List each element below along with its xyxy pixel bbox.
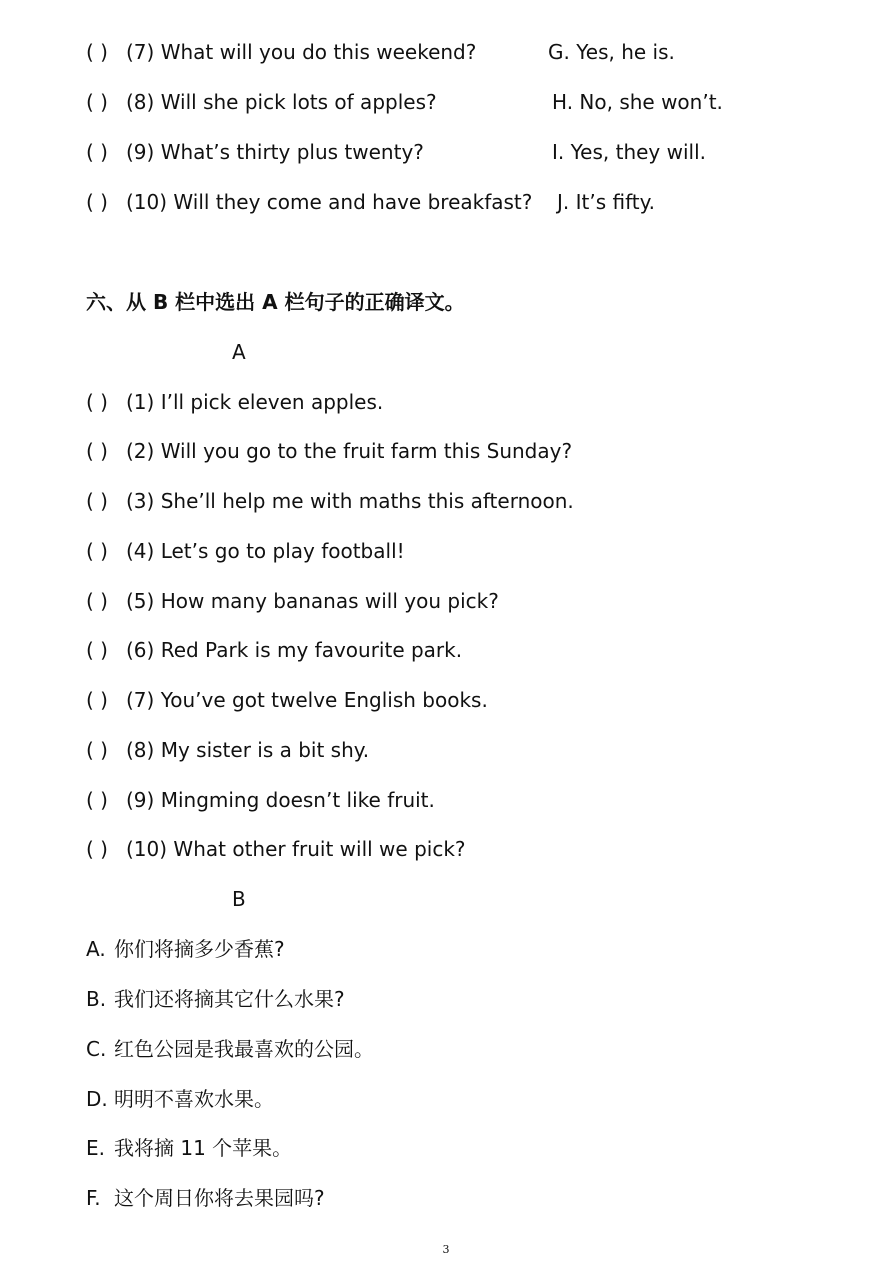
question-row bbox=[86, 138, 424, 166]
option-letter: F. bbox=[86, 1186, 101, 1210]
option-text: 我们还将摘其它什么水果? bbox=[114, 987, 345, 1011]
list-item bbox=[86, 1184, 325, 1212]
option-text: 我将摘 11 个苹果。 bbox=[114, 1136, 293, 1160]
option-text: 这个周日你将去果园吗? bbox=[114, 1186, 325, 1210]
item-number: (10) bbox=[126, 837, 168, 861]
question-number: (8) bbox=[126, 90, 155, 114]
answer-blank[interactable]: ( ) bbox=[86, 190, 108, 214]
item-number: (2) bbox=[126, 439, 155, 463]
item-text: You’ve got twelve English books. bbox=[160, 688, 488, 712]
list-item bbox=[86, 686, 488, 714]
column-a-label: A bbox=[232, 340, 246, 364]
question-number: (9) bbox=[126, 140, 155, 164]
item-number: (1) bbox=[126, 390, 155, 414]
answer-blank[interactable]: ( ) bbox=[86, 638, 108, 662]
item-text: She’ll help me with maths this afternoon. bbox=[160, 489, 574, 513]
list-item bbox=[86, 587, 499, 615]
answer-blank[interactable]: ( ) bbox=[86, 837, 108, 861]
section-heading: 六、从 B 栏中选出 A 栏句子的正确译文。 bbox=[86, 290, 465, 314]
option-text: 红色公园是我最喜欢的公园。 bbox=[114, 1037, 374, 1061]
answer-blank[interactable]: ( ) bbox=[86, 140, 108, 164]
list-item bbox=[86, 1134, 292, 1162]
answer-blank[interactable]: ( ) bbox=[86, 90, 108, 114]
item-text: Red Park is my favourite park. bbox=[160, 638, 463, 662]
list-item bbox=[86, 1035, 374, 1063]
item-number: (3) bbox=[126, 489, 155, 513]
list-item bbox=[86, 437, 572, 465]
question-number: (7) bbox=[126, 40, 155, 64]
item-number: (6) bbox=[126, 638, 155, 662]
question-text: Will they come and have breakfast? bbox=[173, 190, 533, 214]
answer-blank[interactable]: ( ) bbox=[86, 688, 108, 712]
question-number: (10) bbox=[126, 190, 168, 214]
answer-blank[interactable]: ( ) bbox=[86, 788, 108, 812]
answer-blank[interactable]: ( ) bbox=[86, 439, 108, 463]
item-number: (7) bbox=[126, 688, 155, 712]
list-item bbox=[86, 835, 466, 863]
question-text: What’s thirty plus twenty? bbox=[160, 140, 424, 164]
item-text: How many bananas will you pick? bbox=[160, 589, 499, 613]
item-text: I’ll pick eleven apples. bbox=[160, 390, 384, 414]
list-item bbox=[86, 736, 369, 764]
list-item bbox=[86, 786, 435, 814]
option-letter: C. bbox=[86, 1037, 107, 1061]
item-number: (5) bbox=[126, 589, 155, 613]
column-b-label: B bbox=[232, 887, 246, 911]
list-item bbox=[86, 985, 345, 1013]
option-letter: B. bbox=[86, 987, 107, 1011]
option-letter: D. bbox=[86, 1087, 108, 1111]
item-text: Will you go to the fruit farm this Sunday? bbox=[160, 439, 573, 463]
list-item bbox=[86, 537, 405, 565]
item-number: (4) bbox=[126, 539, 155, 563]
answer-blank[interactable]: ( ) bbox=[86, 40, 108, 64]
answer-option: G. Yes, he is. bbox=[548, 40, 675, 64]
answer-blank[interactable]: ( ) bbox=[86, 390, 108, 414]
list-item bbox=[86, 636, 462, 664]
list-item bbox=[86, 935, 285, 963]
item-text: Let’s go to play football! bbox=[160, 539, 405, 563]
option-text: 明明不喜欢水果。 bbox=[114, 1087, 274, 1111]
list-item bbox=[86, 388, 383, 416]
question-row bbox=[86, 38, 476, 66]
list-item bbox=[86, 1085, 274, 1113]
answer-option: H. No, she won’t. bbox=[552, 90, 723, 114]
question-row bbox=[86, 188, 532, 216]
question-row bbox=[86, 88, 437, 116]
answer-blank[interactable]: ( ) bbox=[86, 738, 108, 762]
item-text: My sister is a bit shy. bbox=[160, 738, 370, 762]
answer-blank[interactable]: ( ) bbox=[86, 589, 108, 613]
item-text: Mingming doesn’t like fruit. bbox=[160, 788, 435, 812]
list-item bbox=[86, 487, 574, 515]
page-number: 3 bbox=[442, 1243, 450, 1256]
answer-option: I. Yes, they will. bbox=[552, 140, 707, 164]
question-text: Will she pick lots of apples? bbox=[160, 90, 437, 114]
item-number: (8) bbox=[126, 738, 155, 762]
answer-option: J. It’s fifty. bbox=[557, 190, 655, 214]
item-number: (9) bbox=[126, 788, 155, 812]
answer-blank[interactable]: ( ) bbox=[86, 539, 108, 563]
option-letter: A. bbox=[86, 937, 106, 961]
option-text: 你们将摘多少香蕉? bbox=[114, 937, 285, 961]
item-text: What other fruit will we pick? bbox=[173, 837, 466, 861]
answer-blank[interactable]: ( ) bbox=[86, 489, 108, 513]
option-letter: E. bbox=[86, 1136, 105, 1160]
question-text: What will you do this weekend? bbox=[160, 40, 477, 64]
